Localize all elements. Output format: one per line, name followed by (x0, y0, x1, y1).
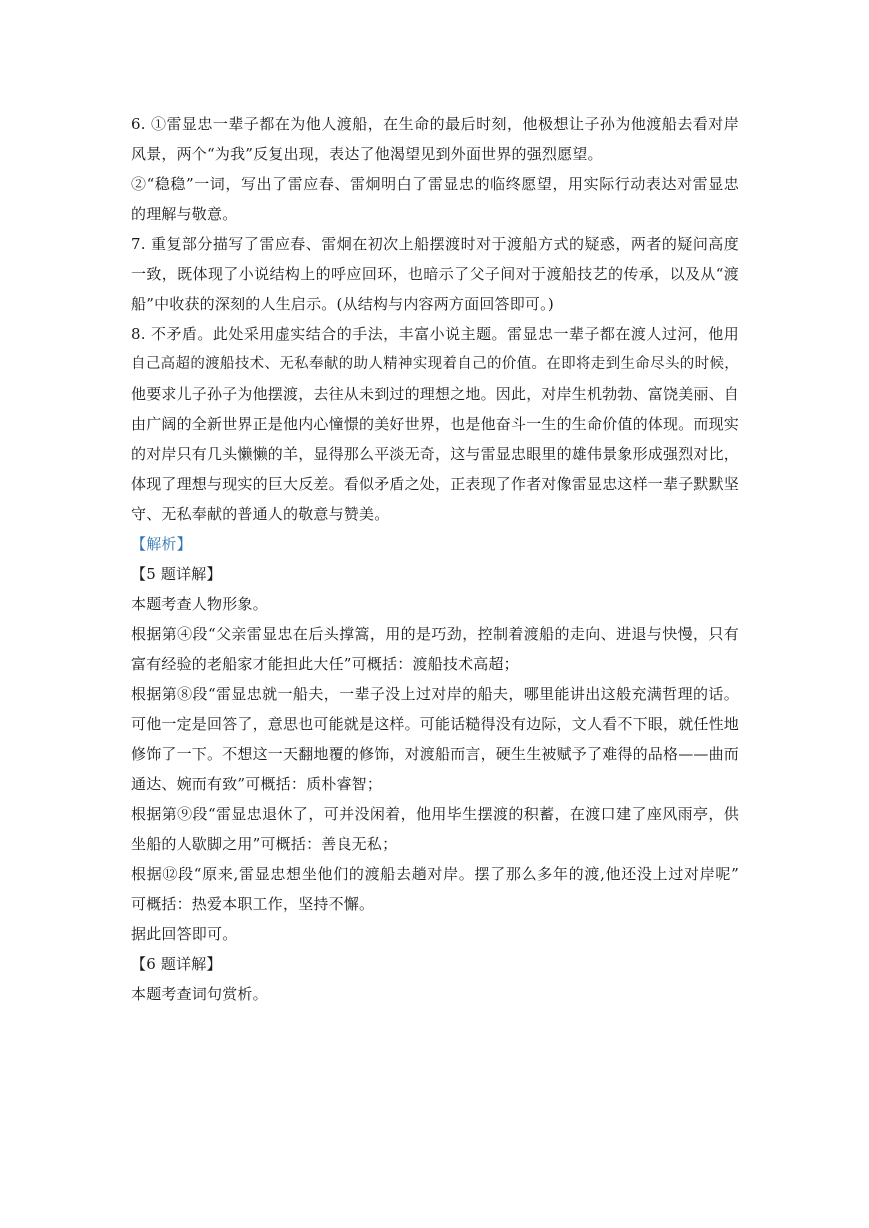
answer-8-line-1: 8. 不矛盾。此处采用虚实结合的手法，丰富小说主题。雷显忠一辈子都在渡人过河，他用 (131, 325, 739, 343)
answer-8-line-7: 守、无私奉献的普通人的敬意与赞美。 (131, 505, 390, 523)
analysis-heading: 【解析】 (131, 535, 192, 553)
answer-8-line-4: 由广阔的全新世界正是他内心憧憬的美好世界，也是他奋斗一生的生命价值的体现。而现实 (131, 415, 739, 433)
answer-8-line-2: 自己高超的渡船技术、无私奉献的助人精神实现着自己的价值。在即将走到生命尽头的时候， (131, 356, 739, 372)
q5-detail-line-5: 可他一定是回答了，意思也可能就是这样。可能话糙得没有边际，文人看不下眼，就任性地 (131, 715, 739, 733)
q5-detail-line-3: 富有经验的老船家才能担此大任”可概括：渡船技术高超； (131, 655, 519, 673)
answer-8-line-3: 他要求儿子孙子为他摆渡，去往从未到过的理想之地。因此，对岸生机勃勃、富饶美丽、自 (131, 385, 739, 403)
q5-detail-line-7: 通达、婉而有致”可概括：质朴睿智； (131, 775, 383, 793)
answer-8-line-5: 的对岸只有几头懒懒的羊，显得那么平淡无奇，这与雷显忠眼里的雄伟景象形成强烈对比， (131, 445, 739, 463)
q5-detail-heading: 【5 题详解】 (131, 565, 222, 583)
answer-8-line-6: 体现了理想与现实的巨大反差。看似矛盾之处，正表现了作者对像雷显忠这样一辈子默默坚 (131, 475, 739, 493)
answer-6-line-1: 6. ①雷显忠一辈子都在为他人渡船，在生命的最后时刻，他极想让子孙为他渡船去看对岸 (131, 115, 739, 133)
q5-detail-line-4: 根据第⑧段“雷显忠就一船夫，一辈子没上过对岸的船夫，哪里能讲出这般充满哲理的话。 (131, 685, 739, 703)
q5-detail-line-12: 据此回答即可。 (131, 925, 238, 943)
q5-detail-line-9: 坐船的人歇脚之用”可概括：善良无私； (131, 835, 398, 853)
answer-7-line-3: 船”中收获的深刻的人生启示。(从结构与内容两方面回答即可。) (131, 295, 554, 313)
answer-6-line-4: 的理解与敬意。 (131, 205, 238, 223)
answer-6-line-2: 风景，两个“为我”反复出现，表达了他渴望见到外面世界的强烈愿望。 (131, 145, 603, 163)
answer-6-line-3: ②“稳稳”一词，写出了雷应春、雷炯明白了雷显忠的临终愿望，用实际行动表达对雷显忠 (131, 175, 739, 193)
q5-detail-line-6: 修饰了一下。不想这一天翻地覆的修饰，对渡船而言，硬生生被赋予了难得的品格——曲而 (131, 745, 739, 763)
answer-7-line-1: 7. 重复部分描写了雷应春、雷炯在初次上船摆渡时对于渡船方式的疑惑，两者的疑问高度 (131, 235, 739, 253)
q5-detail-line-10: 根据⑫段“原来,雷显忠想坐他们的渡船去趟对岸。摆了那么多年的渡,他还没上过对岸呢” (131, 865, 739, 883)
q5-detail-line-1: 本题考查人物形象。 (131, 595, 268, 613)
q6-detail-heading: 【6 题详解】 (131, 955, 222, 973)
q5-detail-line-11: 可概括：热爱本职工作，坚持不懈。 (131, 895, 375, 913)
answer-7-line-2: 一致，既体现了小说结构上的呼应回环，也暗示了父子间对于渡船技艺的传承，以及从“渡 (131, 265, 739, 283)
q5-detail-line-2: 根据第④段“父亲雷显忠在后头撑篙，用的是巧劲，控制着渡船的走向、进退与快慢，只有 (131, 625, 739, 643)
document-body (131, 109, 739, 1009)
q5-detail-line-8: 根据第⑨段“雷显忠退休了，可并没闲着，他用毕生摆渡的积蓄，在渡口建了座风雨亭，供 (131, 805, 739, 823)
q6-detail-line-1: 本题考查词句赏析。 (131, 985, 268, 1003)
